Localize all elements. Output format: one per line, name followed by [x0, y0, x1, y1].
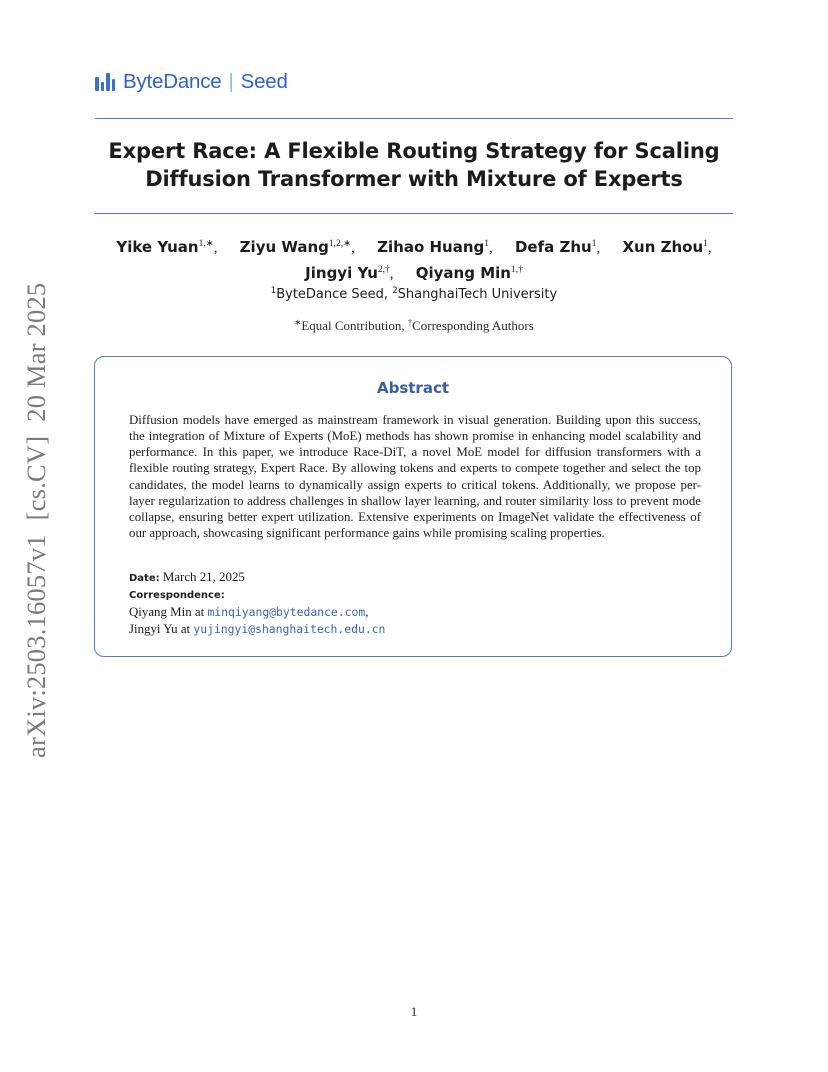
email-link[interactable]: minqiyang@bytedance.com: [207, 605, 366, 619]
author-name: Zihao Huang: [377, 238, 485, 256]
affiliations: $^1$ByteDance Seed, $^2$ShanghaiTech University: [270, 286, 558, 302]
author-name: Jingyi Yu: [305, 264, 378, 282]
bytedance-logo-icon: [95, 73, 115, 91]
arxiv-category: [cs.CV]: [21, 435, 51, 521]
arxiv-sidebar-stamp: [19, 278, 53, 758]
contact-line: [129, 621, 699, 638]
note-mark: †: [407, 317, 413, 327]
author-marks: 1,∗: [198, 239, 214, 249]
author: [416, 264, 523, 282]
contribution-notes: ∗Equal Contribution, †Corresponding Authors: [294, 317, 534, 333]
affiliation: ByteDance Seed: [276, 287, 384, 302]
logo-product: Seed: [240, 70, 288, 93]
affiliation-mark: 2: [392, 286, 398, 296]
affiliation: ShanghaiTech University: [397, 287, 558, 302]
author: Ziyu Wang$^{1,2,∗}$,: [239, 238, 355, 256]
equal-contribution-note: Equal Contribution: [301, 318, 402, 333]
contact-name: Qiyang Min: [129, 605, 192, 619]
arxiv-date: 20 Mar 2025: [21, 282, 51, 422]
date-label: Date:: [129, 573, 160, 584]
affiliation-mark: 1: [270, 286, 277, 296]
logo-text: [123, 70, 288, 94]
author-list: [95, 233, 733, 285]
bytedance-seed-logo: [95, 69, 288, 95]
author-marks: 1: [591, 239, 597, 249]
paper-title-line-1: Expert Race: A Flexible Routing Strategy for Scaling: [108, 139, 720, 163]
author: Zihao Huang$^1$,: [377, 238, 493, 256]
corresponding-authors-note: Corresponding Authors: [412, 318, 534, 333]
abstract-meta: [129, 569, 699, 637]
date-line: [129, 569, 699, 588]
contact-at: at: [194, 605, 205, 619]
date-value: March 21, 2025: [162, 570, 245, 584]
abstract-text: Diffusion models have emerged as mainstream framework in visual generation. Building upon this success, the integration of Mixture of Experts (MoE) methods has shown promise in enhancing model scalability and performance. In this paper, we introduce Race-DiT, a novel MoE model for diffusion transformers with a flexible routing strategy, Expert Race. By allowing tokens and experts to compete together and select the top candidates, the model learns to dynamically assign experts to critical tokens. Additionally, we propose per-layer regularization to address challenges in shallow layer learning, and router similarity loss to prevent mode collapse, ensuring better expert utilization. Extensive experiments on ImageNet validate the effectiveness of our approach, showcasing significant performance gains while promising scaling properties.: [129, 413, 701, 541]
author-name: Xun Zhou: [622, 238, 704, 256]
author: Xun Zhou$^1$,: [622, 238, 712, 256]
paper-title-line-2: Diffusion Transformer with Mixture of Experts: [145, 167, 683, 191]
author: Jingyi $Yu^{2,\dagger}$,: [305, 264, 394, 282]
header-rule-top: [95, 118, 733, 119]
correspondence-label: Correspondence:: [129, 589, 225, 601]
author-marks: 1,2,∗: [328, 239, 352, 249]
author-name: Ziyu Wang: [239, 238, 329, 256]
email-link[interactable]: yujingyi@shanghaitech.edu.cn: [193, 621, 386, 636]
author-name: Defa Zhu: [514, 238, 592, 256]
paper-title: [60, 137, 768, 193]
author-marks: 1,†: [510, 265, 523, 275]
contact-name: Jingyi Yu: [129, 621, 178, 636]
author-name: Qiyang Min: [415, 264, 511, 282]
logo-brand: ByteDance: [123, 70, 222, 93]
author-marks: 2,†: [377, 265, 390, 275]
page-number: 1: [410, 1004, 418, 1019]
contact-line: [129, 604, 699, 621]
header-rule-bottom: [95, 213, 733, 214]
author: Defa Zhu$^1$,: [514, 238, 601, 256]
arxiv-id: arXiv:2503.16057v1: [21, 534, 51, 758]
logo-separator: |: [228, 70, 234, 93]
abstract-heading: Abstract: [376, 379, 450, 397]
abstract-box: [94, 356, 732, 657]
author-marks: 1: [484, 239, 489, 249]
author: Yike Yuan$^{1,∗}$,: [116, 238, 218, 256]
note-mark: ∗: [294, 317, 302, 327]
author-marks: 1: [703, 239, 708, 249]
contact-at: at: [180, 621, 191, 636]
author-name: Yike Yuan: [116, 238, 199, 256]
contact-separator: ,: [365, 605, 369, 619]
